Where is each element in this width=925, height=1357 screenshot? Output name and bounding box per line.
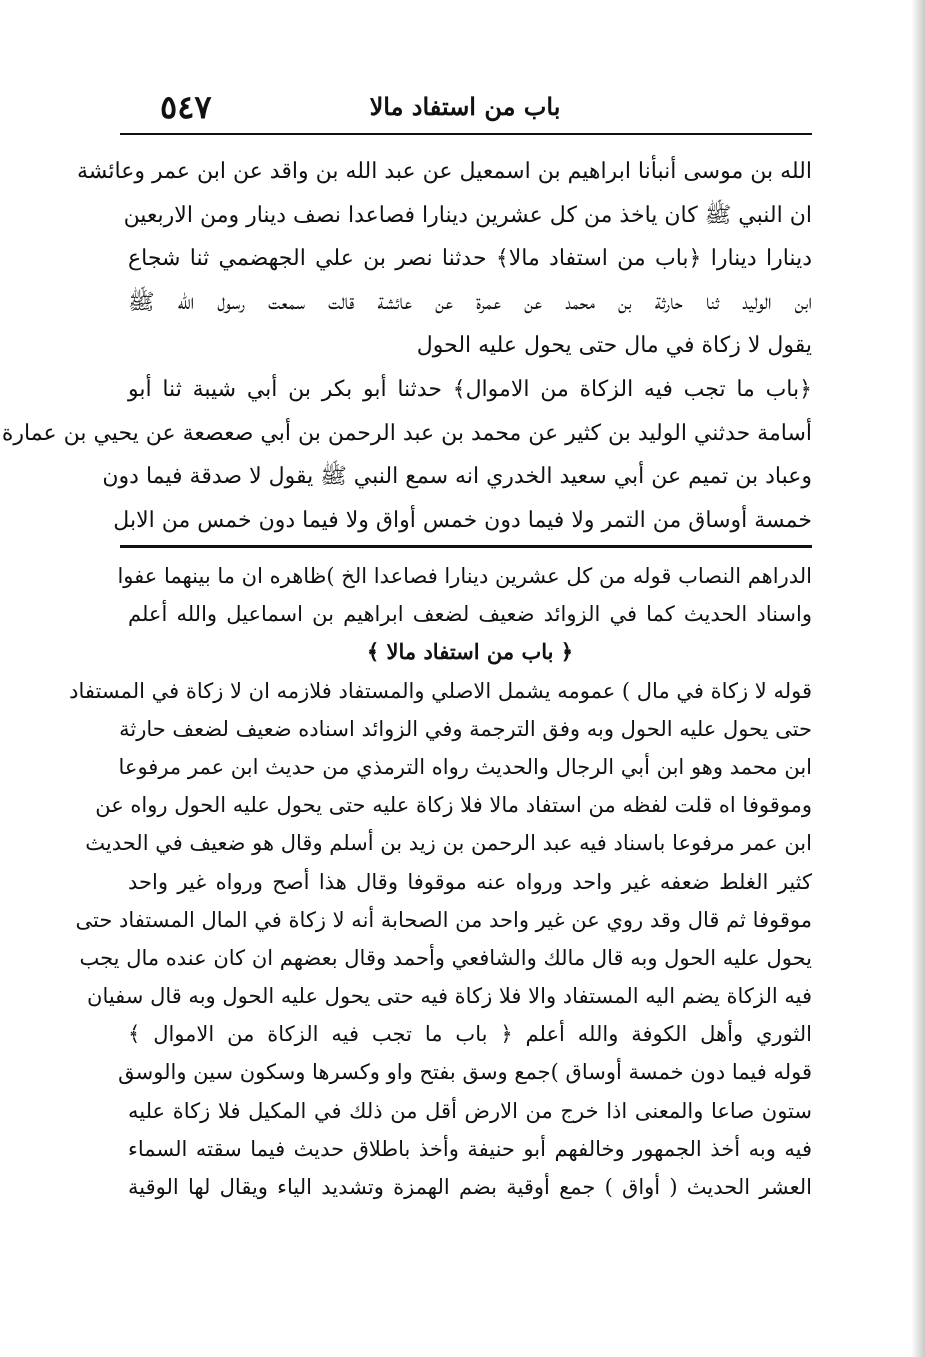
text-line: دينارا دينارا ﴿باب من استفاد مالا﴾ حدثنا نصر بن علي الجهضمي ثنا شجاع bbox=[128, 246, 812, 272]
text-line: ان النبي ﷺ كان ياخذ من كل عشرين دينارا فصاعدا نصف دينار ومن الاربعين bbox=[123, 202, 812, 228]
note-line: ابن محمد وهو ابن أبي الرجال والحديث رواه الترمذي من حديث ابن عمر مرفوعا bbox=[118, 754, 812, 779]
note-line: وموقوفا اه قلت لفظه من استفاد مالا فلا زكاة عليه حتى يحول عليه الحول رواه عن bbox=[95, 793, 812, 818]
note-line: العشر الحديث ( أواق ) جمع أوقية بضم الهمزة وتشديد الياء ويقال لها الوقية bbox=[128, 1175, 812, 1199]
note-line: فيه وبه أخذ الجمهور وخالفهم أبو حنيفة وأخذ باطلاق حديث فيما سقته السماء bbox=[128, 1136, 812, 1161]
page-header bbox=[120, 88, 810, 132]
note-line: قوله لا زكاة في مال ) عمومه يشمل الاصلي والمستفاد فلازمه ان لا زكاة في المستفاد bbox=[69, 678, 812, 703]
text-line: خمسة أوساق من التمر ولا فيما دون خمس أواق ولا فيما دون خمس من الابل bbox=[113, 507, 812, 533]
note-line: قوله فيما دون خمسة أوساق )جمع وسق بفتح واو وكسرها وسكون سين والوسق bbox=[118, 1060, 812, 1085]
commentary-separator bbox=[120, 545, 812, 548]
scan-edge-shadow bbox=[911, 0, 925, 1357]
note-line: فيه الزكاة يضم اليه المستفاد والا فلا زكاة فيه حتى يحول عليه الحول وبه قال سفيان bbox=[87, 984, 812, 1009]
note-line: ابن عمر مرفوعا باسناد فيه عبد الرحمن بن زيد بن أسلم وقال هو ضعيف في الحديث bbox=[85, 831, 812, 856]
text-line: الله بن موسى أنبأنا ابراهيم بن اسمعيل عن عبد الله بن واقد عن ابن عمر وعائشة bbox=[77, 159, 812, 184]
header-rule bbox=[120, 133, 812, 135]
note-line: ستون صاعا والمعنى اذا خرج من الارض أقل من ذلك في المكيل فلا زكاة عليه bbox=[128, 1098, 812, 1123]
page-number: ٥٤٧ bbox=[160, 88, 212, 126]
section-heading: ﴿ باب من استفاد مالا ﴾ bbox=[366, 639, 574, 665]
note-line: يحول عليه الحول وبه قال مالك والشافعي وأحمد وقال بعضهم ان كان عنده مال يجب bbox=[79, 945, 812, 970]
hadith-text bbox=[1, 150, 812, 542]
note-line: كثير الغلط ضعفه غير واحد ورواه عنه موقوفا وقال هذا أصح ورواه غير واحد bbox=[128, 869, 812, 894]
commentary-text bbox=[69, 557, 812, 1206]
chapter-title: باب من استفاد مالا bbox=[369, 92, 561, 121]
note-line: حتى يحول عليه الحول وبه وفق الترجمة وفي الزوائد اسناده ضعيف لضعف حارثة bbox=[119, 716, 812, 741]
text-line: وعباد بن تميم عن أبي سعيد الخدري انه سمع النبي ﷺ يقول لا صدقة فيما دون bbox=[102, 464, 812, 490]
note-line: موقوفا ثم قال وقد روي عن غير واحد من الصحابة أنه لا زكاة في المال المستفاد حتى bbox=[75, 907, 812, 932]
text-line: أسامة حدثني الوليد بن كثير عن محمد بن عبد الرحمن بن أبي صعصعة عن يحيي بن عمارة bbox=[1, 420, 812, 446]
note-line: الثوري وأهل الكوفة والله أعلم ﴿ باب ما تجب فيه الزكاة من الاموال ﴾ bbox=[128, 1022, 812, 1047]
note-line: واسناد الحديث كما في الزوائد ضعيف لضعف ابراهيم بن اسماعيل والله أعلم bbox=[128, 602, 812, 627]
text-line: ابن الوليد ثنا حارثة بن محمد عن عمرة عن عائشة قالت سمعت رسول الله ﷺ bbox=[128, 289, 812, 315]
note-line: الدراهم النصاب قوله من كل عشرين دينارا فصاعدا الخ )ظاهره ان ما بينهما عفوا bbox=[117, 564, 812, 588]
text-line: ﴿باب ما تجب فيه الزكاة من الاموال﴾ حدثنا أبو بكر بن أبي شيبة ثنا أبو bbox=[128, 376, 812, 402]
text-line: يقول لا زكاة في مال حتى يحول عليه الحول bbox=[416, 333, 812, 359]
